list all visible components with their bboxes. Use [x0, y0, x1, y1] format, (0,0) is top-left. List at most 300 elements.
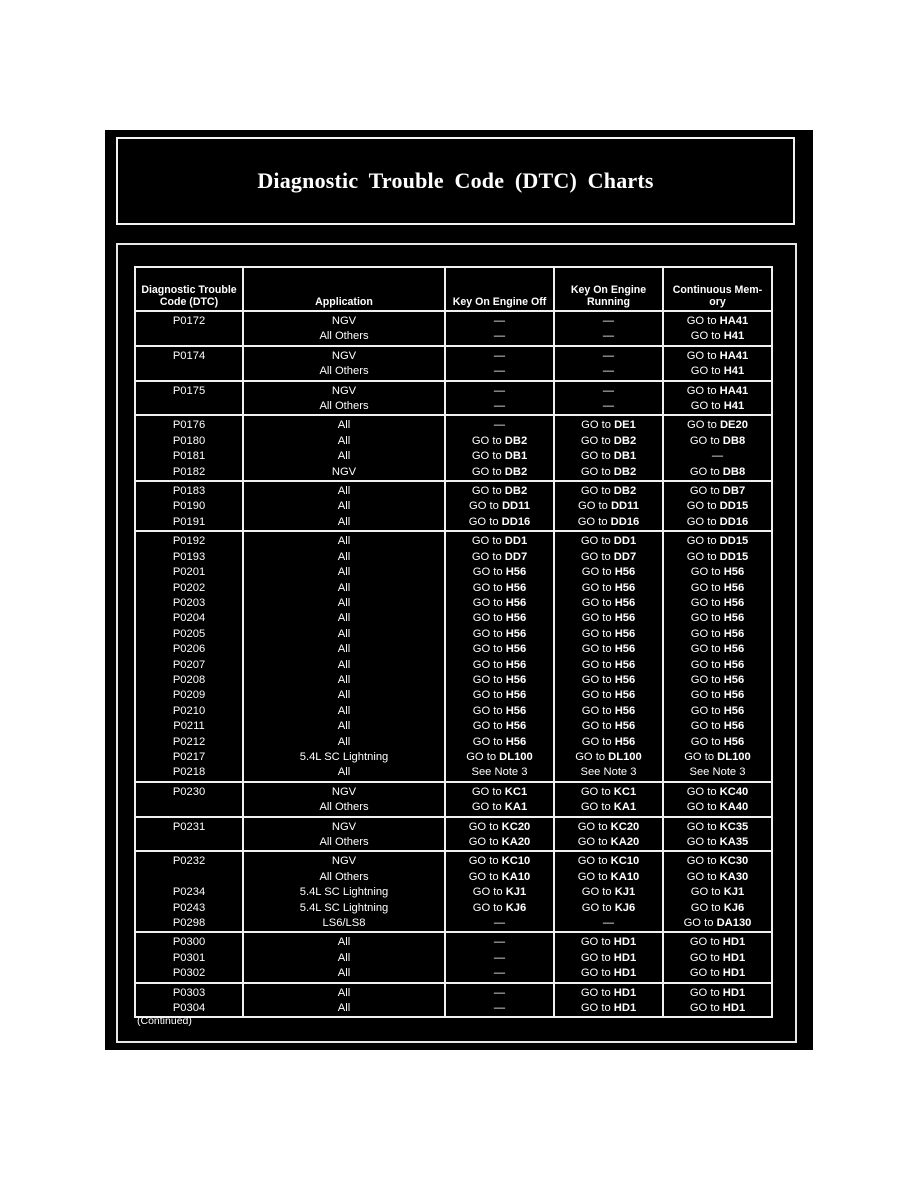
- cell-application: All: [243, 951, 445, 966]
- header-application: Application: [243, 267, 445, 311]
- cell-dtc: P0176: [135, 415, 243, 433]
- cell-koeo: [445, 434, 554, 449]
- table-row: [135, 719, 772, 734]
- cell-application: All: [243, 704, 445, 719]
- cell-koer: [554, 750, 663, 765]
- cell-application: All: [243, 983, 445, 1001]
- table-row: [135, 499, 772, 514]
- goto-prefix: GO to: [472, 596, 503, 609]
- table-row: [135, 581, 772, 596]
- cell-continuous-memory: [663, 800, 772, 816]
- goto-prefix: GO to: [468, 515, 499, 528]
- goto-prefix: GO to: [468, 836, 499, 848]
- goto-target: H56: [723, 720, 745, 733]
- table-row-group: [135, 415, 772, 481]
- goto-prefix: GO to: [686, 785, 717, 798]
- goto-prefix: GO to: [581, 673, 612, 686]
- cell-continuous-memory: [663, 966, 772, 982]
- goto-target: H56: [505, 720, 527, 733]
- cell-dtc: P0203: [135, 596, 243, 611]
- cell-koer: [554, 642, 663, 657]
- goto-target: DB2: [504, 434, 528, 447]
- table-row: [135, 835, 772, 851]
- cell-continuous-memory: [663, 885, 772, 900]
- cell-koer: [554, 800, 663, 816]
- goto-prefix: GO to: [581, 901, 612, 914]
- goto-prefix: GO to: [472, 581, 503, 594]
- goto-prefix: GO to: [472, 673, 503, 686]
- goto-target: HD1: [613, 986, 637, 999]
- cell-koeo: [445, 611, 554, 626]
- table-row: [135, 481, 772, 499]
- goto-target: DB2: [613, 485, 637, 498]
- cell-koer: —: [554, 381, 663, 399]
- goto-target: HD1: [722, 1002, 746, 1015]
- cell-dtc: P0300: [135, 932, 243, 950]
- cell-koeo: [445, 550, 554, 565]
- cell-application: All Others: [243, 870, 445, 885]
- goto-prefix: GO to: [686, 820, 717, 833]
- cell-dtc: P0298: [135, 916, 243, 932]
- goto-prefix: GO to: [472, 886, 503, 899]
- goto-prefix: GO to: [577, 820, 608, 833]
- goto-prefix: GO to: [581, 643, 612, 656]
- cell-application: NGV: [243, 346, 445, 364]
- goto-prefix: GO to: [581, 612, 612, 625]
- goto-prefix: GO to: [580, 785, 611, 798]
- goto-prefix: GO to: [690, 643, 721, 656]
- goto-target: KA10: [501, 870, 531, 883]
- cell-application: 5.4L SC Lightning: [243, 885, 445, 900]
- goto-target: H56: [505, 689, 527, 702]
- continued-note: (Continued): [137, 1015, 192, 1027]
- table-row: [135, 673, 772, 688]
- goto-target: KC1: [613, 785, 637, 798]
- goto-target: KC35: [719, 820, 749, 833]
- cell-continuous-memory: [663, 642, 772, 657]
- goto-prefix: GO to: [690, 886, 721, 899]
- goto-prefix: GO to: [686, 836, 717, 848]
- cell-koer: [554, 531, 663, 549]
- cell-continuous-memory: [663, 550, 772, 565]
- goto-target: H56: [614, 596, 636, 609]
- goto-target: DL100: [608, 750, 642, 763]
- goto-prefix: GO to: [580, 986, 611, 999]
- cell-dtc: P0172: [135, 311, 243, 329]
- cell-koer: [554, 465, 663, 481]
- table-row: [135, 434, 772, 449]
- table-row: [135, 870, 772, 885]
- goto-prefix: GO to: [689, 986, 720, 999]
- goto-target: DD15: [719, 535, 749, 548]
- cell-koeo: —: [445, 381, 554, 399]
- cell-application: NGV: [243, 311, 445, 329]
- goto-prefix: GO to: [689, 465, 720, 478]
- table-row-group: [135, 381, 772, 416]
- cell-dtc: [135, 835, 243, 851]
- cell-koer: [554, 966, 663, 982]
- cell-dtc: P0191: [135, 515, 243, 531]
- goto-target: KA40: [719, 801, 749, 814]
- goto-target: KA30: [719, 870, 749, 883]
- cell-koeo: [445, 658, 554, 673]
- cell-application: All: [243, 642, 445, 657]
- cell-koeo: [445, 596, 554, 611]
- goto-target: DD11: [501, 500, 530, 513]
- goto-prefix: GO to: [689, 1002, 720, 1015]
- cell-application: All: [243, 531, 445, 549]
- goto-prefix: GO to: [690, 704, 721, 717]
- table-row-group: [135, 531, 772, 782]
- cell-continuous-memory: [663, 346, 772, 364]
- cell-koer: —: [554, 399, 663, 415]
- page-title: Diagnostic Trouble Code (DTC) Charts: [257, 168, 654, 193]
- title-box: [116, 137, 795, 225]
- cell-koer: [554, 673, 663, 688]
- cell-koeo: [445, 499, 554, 514]
- table-row: [135, 531, 772, 549]
- goto-prefix: GO to: [580, 1002, 611, 1015]
- cell-continuous-memory: [663, 901, 772, 916]
- goto-target: H56: [614, 581, 636, 594]
- table-row: [135, 465, 772, 481]
- goto-prefix: GO to: [686, 550, 717, 563]
- goto-target: DB7: [722, 485, 746, 498]
- goto-target: KA20: [610, 836, 640, 848]
- goto-target: H56: [505, 627, 527, 640]
- cell-application: NGV: [243, 465, 445, 481]
- cell-continuous-memory: [663, 415, 772, 433]
- table-row: [135, 782, 772, 800]
- goto-prefix: GO to: [690, 627, 721, 640]
- cell-dtc: P0180: [135, 434, 243, 449]
- goto-target: H41: [723, 365, 745, 378]
- cell-koer: —: [554, 329, 663, 345]
- cell-application: LS6/LS8: [243, 916, 445, 932]
- cell-continuous-memory: [663, 916, 772, 932]
- goto-target: DD11: [610, 500, 639, 513]
- goto-target: KJ6: [723, 901, 745, 914]
- cell-continuous-memory: [663, 515, 772, 531]
- goto-target: DB1: [613, 450, 637, 463]
- cell-continuous-memory: [663, 673, 772, 688]
- cell-application: 5.4L SC Lightning: [243, 901, 445, 916]
- cell-application: All: [243, 735, 445, 750]
- goto-target: H41: [723, 400, 745, 413]
- cell-continuous-memory: [663, 481, 772, 499]
- cell-dtc: P0301: [135, 951, 243, 966]
- goto-prefix: GO to: [581, 627, 612, 640]
- cell-koeo: [445, 800, 554, 816]
- cell-koeo: [445, 704, 554, 719]
- table-row: [135, 449, 772, 464]
- table-row: [135, 916, 772, 932]
- cell-continuous-memory: [663, 611, 772, 626]
- goto-prefix: GO to: [690, 673, 721, 686]
- cell-dtc: P0190: [135, 499, 243, 514]
- cell-koeo: —: [445, 966, 554, 982]
- goto-prefix: GO to: [472, 901, 503, 914]
- cell-koeo: [445, 835, 554, 851]
- goto-prefix: GO to: [690, 400, 721, 413]
- goto-target: KC20: [610, 820, 640, 833]
- goto-target: KJ1: [723, 886, 745, 899]
- cell-continuous-memory: [663, 311, 772, 329]
- goto-target: H56: [505, 566, 527, 579]
- goto-target: DB1: [504, 450, 528, 463]
- cell-dtc: P0230: [135, 782, 243, 800]
- goto-target: KC40: [719, 785, 749, 798]
- goto-prefix: GO to: [581, 704, 612, 717]
- goto-target: H56: [614, 658, 636, 671]
- cell-koeo: —: [445, 415, 554, 433]
- goto-target: H56: [614, 689, 636, 702]
- goto-target: HD1: [613, 936, 637, 949]
- table-row-group: [135, 851, 772, 932]
- cell-koeo: See Note 3: [445, 765, 554, 781]
- goto-prefix: GO to: [471, 801, 502, 814]
- goto-target: DD15: [719, 500, 749, 513]
- goto-prefix: GO to: [687, 419, 717, 432]
- goto-prefix: GO to: [690, 596, 721, 609]
- cell-koer: [554, 515, 663, 531]
- cell-koeo: [445, 782, 554, 800]
- cell-dtc: P0302: [135, 966, 243, 982]
- goto-target: H56: [614, 643, 636, 656]
- goto-target: H56: [614, 612, 636, 625]
- goto-target: HD1: [722, 951, 746, 964]
- cell-application: All: [243, 515, 445, 531]
- goto-target: HD1: [722, 936, 746, 949]
- goto-prefix: GO to: [684, 750, 715, 763]
- goto-target: H56: [614, 704, 636, 717]
- cell-dtc: P0217: [135, 750, 243, 765]
- cell-continuous-memory: [663, 565, 772, 580]
- cell-koeo: [445, 750, 554, 765]
- cell-application: All: [243, 565, 445, 580]
- cell-application: All: [243, 765, 445, 781]
- goto-prefix: GO to: [686, 500, 717, 513]
- goto-prefix: GO to: [577, 855, 608, 868]
- goto-target: KJ6: [614, 901, 636, 914]
- cell-dtc: [135, 800, 243, 816]
- cell-dtc: P0218: [135, 765, 243, 781]
- goto-target: DB2: [504, 465, 528, 478]
- goto-prefix: GO to: [581, 886, 612, 899]
- cell-dtc: P0175: [135, 381, 243, 399]
- cell-dtc: P0303: [135, 983, 243, 1001]
- goto-target: DE1: [614, 419, 636, 432]
- goto-prefix: GO to: [580, 801, 611, 814]
- goto-target: KA10: [610, 870, 640, 883]
- cell-dtc: P0206: [135, 642, 243, 657]
- cell-dtc: P0204: [135, 611, 243, 626]
- goto-target: H56: [505, 704, 527, 717]
- goto-target: H56: [614, 735, 636, 748]
- goto-prefix: GO to: [472, 704, 503, 717]
- cell-application: All: [243, 932, 445, 950]
- table-row: [135, 311, 772, 329]
- cell-koer: [554, 1001, 663, 1017]
- cell-dtc: P0182: [135, 465, 243, 481]
- cell-dtc: P0183: [135, 481, 243, 499]
- goto-prefix: GO to: [472, 658, 503, 671]
- goto-target: DL100: [717, 750, 751, 763]
- goto-target: H56: [505, 673, 527, 686]
- goto-prefix: GO to: [690, 566, 721, 579]
- goto-prefix: GO to: [466, 750, 497, 763]
- goto-prefix: GO to: [581, 581, 612, 594]
- cell-koer: [554, 932, 663, 950]
- goto-target: H56: [505, 658, 527, 671]
- table-row-group: [135, 983, 772, 1018]
- cell-koeo: [445, 673, 554, 688]
- goto-target: KC30: [719, 855, 749, 868]
- cell-dtc: [135, 399, 243, 415]
- cell-koer: See Note 3: [554, 765, 663, 781]
- goto-prefix: GO to: [471, 535, 502, 548]
- table-row: [135, 885, 772, 900]
- goto-target: H56: [505, 735, 527, 748]
- goto-target: H56: [614, 566, 636, 579]
- goto-prefix: GO to: [580, 434, 611, 447]
- table-row: [135, 704, 772, 719]
- header-koeo: Key On Engine Off: [445, 267, 554, 311]
- table-row: [135, 381, 772, 399]
- cell-continuous-memory: [663, 434, 772, 449]
- cell-application: All: [243, 550, 445, 565]
- table-row: [135, 596, 772, 611]
- cell-koeo: [445, 719, 554, 734]
- goto-target: H41: [723, 330, 745, 343]
- cell-application: NGV: [243, 817, 445, 835]
- goto-target: H56: [723, 658, 745, 671]
- cell-continuous-memory: See Note 3: [663, 765, 772, 781]
- dtc-table: [134, 266, 773, 1018]
- goto-target: KC20: [501, 820, 531, 833]
- goto-target: HA41: [719, 349, 749, 362]
- cell-koer: [554, 499, 663, 514]
- table-row: [135, 932, 772, 950]
- cell-continuous-memory: [663, 932, 772, 950]
- content-box: [116, 243, 797, 1043]
- goto-prefix: GO to: [581, 735, 612, 748]
- table-row: [135, 346, 772, 364]
- goto-prefix: GO to: [472, 735, 503, 748]
- cell-continuous-memory: [663, 782, 772, 800]
- cell-koer: —: [554, 311, 663, 329]
- goto-target: H56: [614, 627, 636, 640]
- goto-target: DD16: [719, 515, 749, 528]
- cell-koeo: —: [445, 916, 554, 932]
- cell-dtc: P0193: [135, 550, 243, 565]
- cell-continuous-memory: [663, 531, 772, 549]
- goto-prefix: GO to: [689, 434, 720, 447]
- cell-continuous-memory: [663, 983, 772, 1001]
- cell-koeo: —: [445, 346, 554, 364]
- goto-target: H56: [723, 612, 745, 625]
- table-row: [135, 658, 772, 673]
- cell-application: NGV: [243, 851, 445, 869]
- cell-koeo: [445, 851, 554, 869]
- cell-dtc: P0207: [135, 658, 243, 673]
- cell-koer: —: [554, 916, 663, 932]
- cell-dtc: P0234: [135, 885, 243, 900]
- cell-application: NGV: [243, 782, 445, 800]
- goto-prefix: GO to: [580, 936, 611, 949]
- cell-dtc: P0210: [135, 704, 243, 719]
- cell-koeo: [445, 449, 554, 464]
- cell-koer: [554, 611, 663, 626]
- cell-koer: [554, 782, 663, 800]
- table-row: [135, 750, 772, 765]
- goto-prefix: GO to: [686, 515, 717, 528]
- cell-continuous-memory: [663, 851, 772, 869]
- cell-dtc: [135, 329, 243, 345]
- cell-koer: [554, 851, 663, 869]
- cell-continuous-memory: [663, 499, 772, 514]
- goto-target: DD7: [613, 550, 637, 563]
- goto-target: H56: [723, 704, 745, 717]
- cell-koer: [554, 565, 663, 580]
- cell-dtc: [135, 364, 243, 380]
- cell-koeo: [445, 565, 554, 580]
- table-row: [135, 642, 772, 657]
- goto-prefix: GO to: [468, 855, 499, 868]
- cell-koer: [554, 951, 663, 966]
- goto-prefix: GO to: [690, 365, 721, 378]
- goto-target: H56: [723, 735, 745, 748]
- cell-koeo: [445, 901, 554, 916]
- cell-application: All: [243, 481, 445, 499]
- cell-dtc: P0208: [135, 673, 243, 688]
- goto-prefix: GO to: [686, 855, 717, 868]
- cell-dtc: P0304: [135, 1001, 243, 1017]
- cell-dtc: P0243: [135, 901, 243, 916]
- goto-target: HA41: [719, 315, 749, 327]
- goto-prefix: GO to: [686, 349, 717, 362]
- cell-application: 5.4L SC Lightning: [243, 750, 445, 765]
- goto-prefix: GO to: [577, 515, 608, 528]
- goto-prefix: GO to: [581, 720, 612, 733]
- goto-prefix: GO to: [689, 936, 720, 949]
- cell-koer: [554, 688, 663, 703]
- goto-target: KA1: [613, 801, 637, 814]
- goto-target: DL100: [499, 750, 533, 763]
- table-row: [135, 627, 772, 642]
- goto-prefix: GO to: [468, 820, 499, 833]
- cell-continuous-memory: [663, 835, 772, 851]
- cell-continuous-memory: [663, 596, 772, 611]
- cell-continuous-memory: [663, 870, 772, 885]
- cell-continuous-memory: [663, 719, 772, 734]
- cell-koeo: —: [445, 932, 554, 950]
- goto-prefix: GO to: [686, 384, 717, 397]
- cell-application: All: [243, 966, 445, 982]
- cell-koeo: [445, 465, 554, 481]
- cell-koer: [554, 870, 663, 885]
- cell-koeo: [445, 870, 554, 885]
- cell-application: All: [243, 627, 445, 642]
- goto-prefix: GO to: [690, 720, 721, 733]
- goto-prefix: GO to: [471, 450, 502, 463]
- goto-prefix: GO to: [686, 315, 717, 327]
- cell-application: All: [243, 658, 445, 673]
- cell-dtc: P0211: [135, 719, 243, 734]
- table-row: [135, 983, 772, 1001]
- table-row: [135, 329, 772, 345]
- goto-target: H56: [723, 689, 745, 702]
